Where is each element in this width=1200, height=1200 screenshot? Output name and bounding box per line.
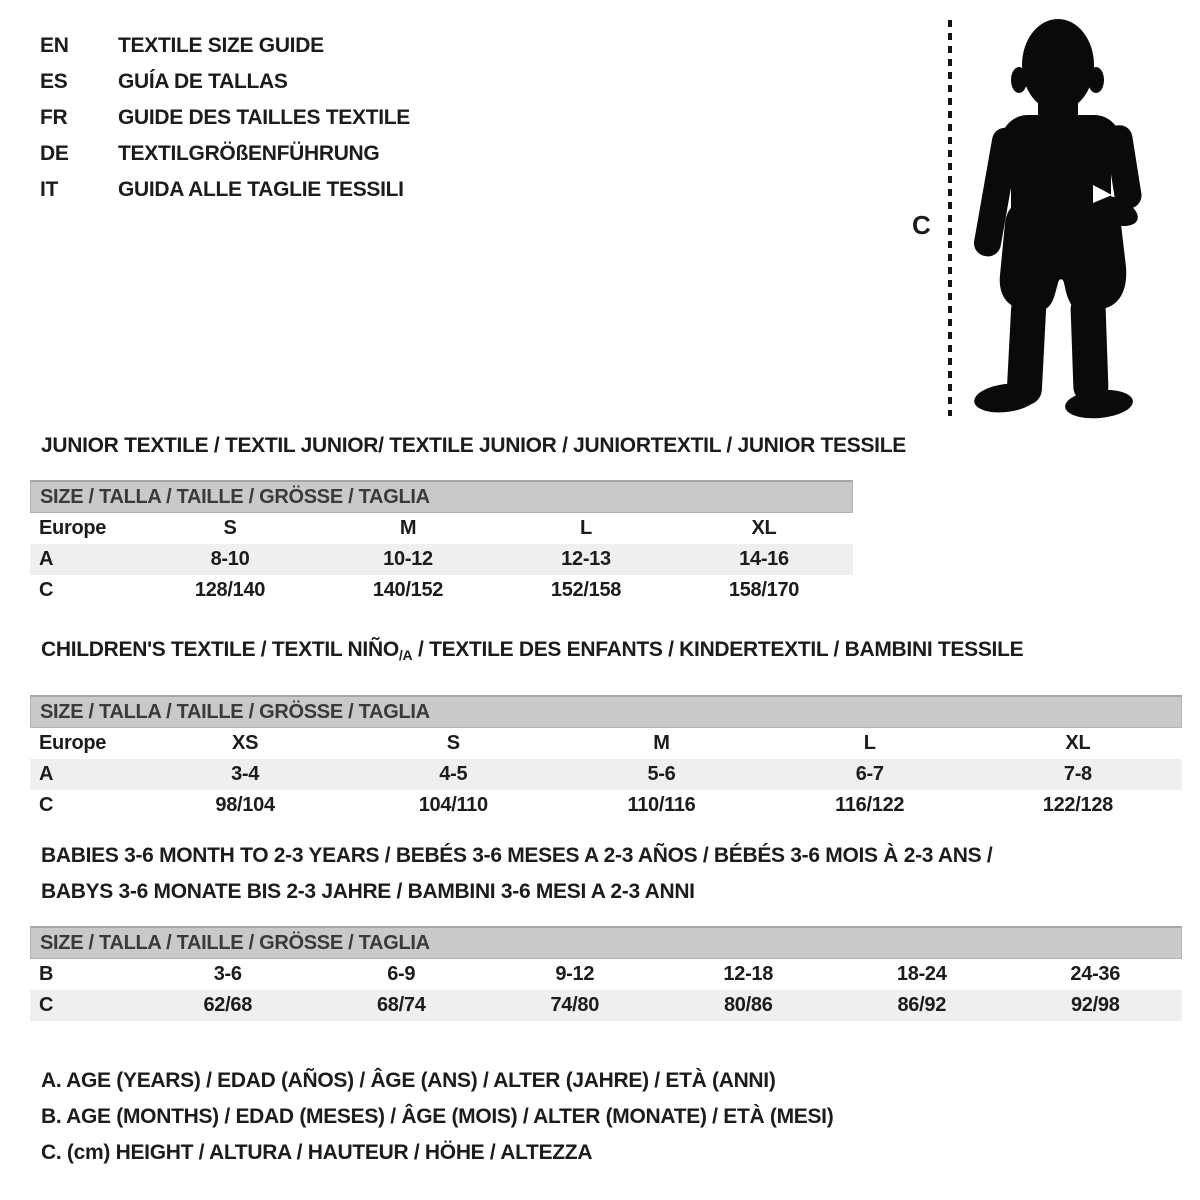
row-label: C: [39, 579, 54, 601]
row-label: C: [39, 794, 54, 816]
language-title: GUIDE DES TAILLES TEXTILE: [118, 106, 410, 129]
table-row: [30, 544, 853, 575]
cell-value: L: [580, 517, 592, 539]
table-row: [30, 790, 1182, 821]
section-title-line: BABYS 3-6 MONATE BIS 2-3 JAHRE / BAMBINI 3-6 MESI A 2-3 ANNI: [41, 880, 695, 903]
section-babies: [30, 838, 1182, 1021]
cell-value: 4-5: [439, 763, 468, 785]
cell-value: 10-12: [383, 548, 433, 570]
section-title-line: JUNIOR TEXTILE / TEXTIL JUNIOR/ TEXTILE JUNIOR / JUNIORTEXTIL / JUNIOR TESSILE: [41, 434, 906, 457]
cell-value: 5-6: [647, 763, 676, 785]
cell-value: 68/74: [376, 994, 426, 1016]
size-table: [30, 695, 1182, 821]
cell-value: 110/116: [627, 794, 696, 816]
language-list: [40, 28, 410, 208]
cell-value: 128/140: [194, 579, 266, 601]
table-row: [30, 728, 1182, 759]
cell-value: 104/110: [418, 794, 488, 816]
cell-value: S: [446, 732, 460, 754]
cell-value: 122/128: [1042, 794, 1113, 816]
cell-value: S: [223, 517, 237, 539]
language-code: EN: [40, 34, 69, 57]
cell-value: 6-7: [855, 763, 884, 785]
cell-value: M: [399, 517, 417, 539]
footer-note: B. AGE (MONTHS) / EDAD (MESES) / ÂGE (MOIS) / ALTER (MONATE) / ETÀ (MESI): [41, 1105, 834, 1128]
table-row: [30, 513, 853, 544]
toddler-silhouette: [965, 15, 1180, 425]
cell-value: 12-13: [561, 548, 611, 570]
language-code: FR: [40, 106, 68, 129]
language-code: IT: [40, 178, 59, 201]
cell-value: M: [653, 732, 670, 754]
footer-note: C. (cm) HEIGHT / ALTURA / HAUTEUR / HÖHE / ALTEZZA: [41, 1141, 593, 1164]
cell-value: 18-24: [896, 963, 947, 985]
cell-value: 140/152: [372, 579, 444, 601]
language-title: TEXTILGRÖßENFÜHRUNG: [118, 142, 380, 165]
language-row: [40, 28, 410, 64]
cell-value: 116/122: [835, 794, 905, 816]
table-row: [30, 959, 1182, 990]
cell-value: 24-36: [1070, 963, 1121, 985]
language-row: [40, 172, 410, 208]
row-label: Europe: [39, 732, 107, 754]
section-title: [41, 838, 1182, 910]
language-row: [40, 136, 410, 172]
table-row: [30, 990, 1182, 1021]
cell-value: 62/68: [203, 994, 253, 1016]
cell-value: 158/170: [728, 579, 800, 601]
cell-value: XL: [1065, 732, 1091, 754]
size-header-bar: SIZE / TALLA / TAILLE / GRÖSSE / TAGLIA: [30, 695, 1182, 728]
cell-value: 74/80: [550, 994, 600, 1016]
cell-value: 86/92: [897, 994, 947, 1016]
legend-notes: [41, 1063, 833, 1171]
table-row: [30, 575, 853, 606]
table-row: [30, 759, 1182, 790]
size-table: [30, 480, 853, 606]
section-title-line: CHILDREN'S TEXTILE / TEXTIL $NIÑO_{/A}$ / TEXTILE DES ENFANTS / KINDERTEXTIL / BAMBINI TESSILE: [41, 638, 1024, 663]
cell-value: L: [863, 732, 876, 754]
size-header-bar: SIZE / TALLA / TAILLE / GRÖSSE / TAGLIA: [30, 480, 853, 513]
cell-value: 92/98: [1070, 994, 1120, 1016]
section-junior: [30, 428, 906, 606]
measure-label: C: [912, 210, 931, 240]
cell-value: 14-16: [739, 548, 789, 570]
height-measure-line: [948, 20, 952, 416]
cell-value: 12-18: [723, 963, 774, 985]
cell-value: 3-6: [213, 963, 242, 985]
section-children: [30, 632, 1182, 821]
size-header-bar: SIZE / TALLA / TAILLE / GRÖSSE / TAGLIA: [30, 926, 1182, 959]
row-label: B: [39, 963, 54, 985]
language-row: [40, 100, 410, 136]
cell-value: 6-9: [387, 963, 416, 985]
language-title: GUÍA DE TALLAS: [118, 70, 288, 93]
cell-value: XS: [232, 732, 259, 754]
section-title: [41, 428, 906, 464]
row-label: Europe: [39, 517, 107, 539]
cell-value: 8-10: [210, 548, 250, 570]
row-label: A: [39, 763, 54, 785]
cell-value: 80/86: [723, 994, 773, 1016]
language-code: ES: [40, 70, 68, 93]
language-title: GUIDA ALLE TAGLIE TESSILI: [118, 178, 404, 201]
cell-value: 152/158: [550, 579, 622, 601]
row-label: A: [39, 548, 54, 570]
section-title-line: BABIES 3-6 MONTH TO 2-3 YEARS / BEBÉS 3-6 MESES A 2-3 AÑOS / BÉBÉS 3-6 MOIS À 2-3 ANS /: [41, 844, 993, 867]
section-title: [41, 632, 1182, 673]
cell-value: 98/104: [215, 794, 275, 816]
language-title: TEXTILE SIZE GUIDE: [118, 34, 324, 57]
cell-value: 7-8: [1063, 763, 1092, 785]
row-label: C: [39, 994, 54, 1016]
language-code: DE: [40, 142, 69, 165]
size-table: [30, 926, 1182, 1021]
cell-value: 9-12: [555, 963, 595, 985]
cell-value: XL: [751, 517, 777, 539]
cell-value: 3-4: [231, 763, 260, 785]
language-row: [40, 64, 410, 100]
footer-note: A. AGE (YEARS) / EDAD (AÑOS) / ÂGE (ANS) / ALTER (JAHRE) / ETÀ (ANNI): [41, 1069, 776, 1092]
